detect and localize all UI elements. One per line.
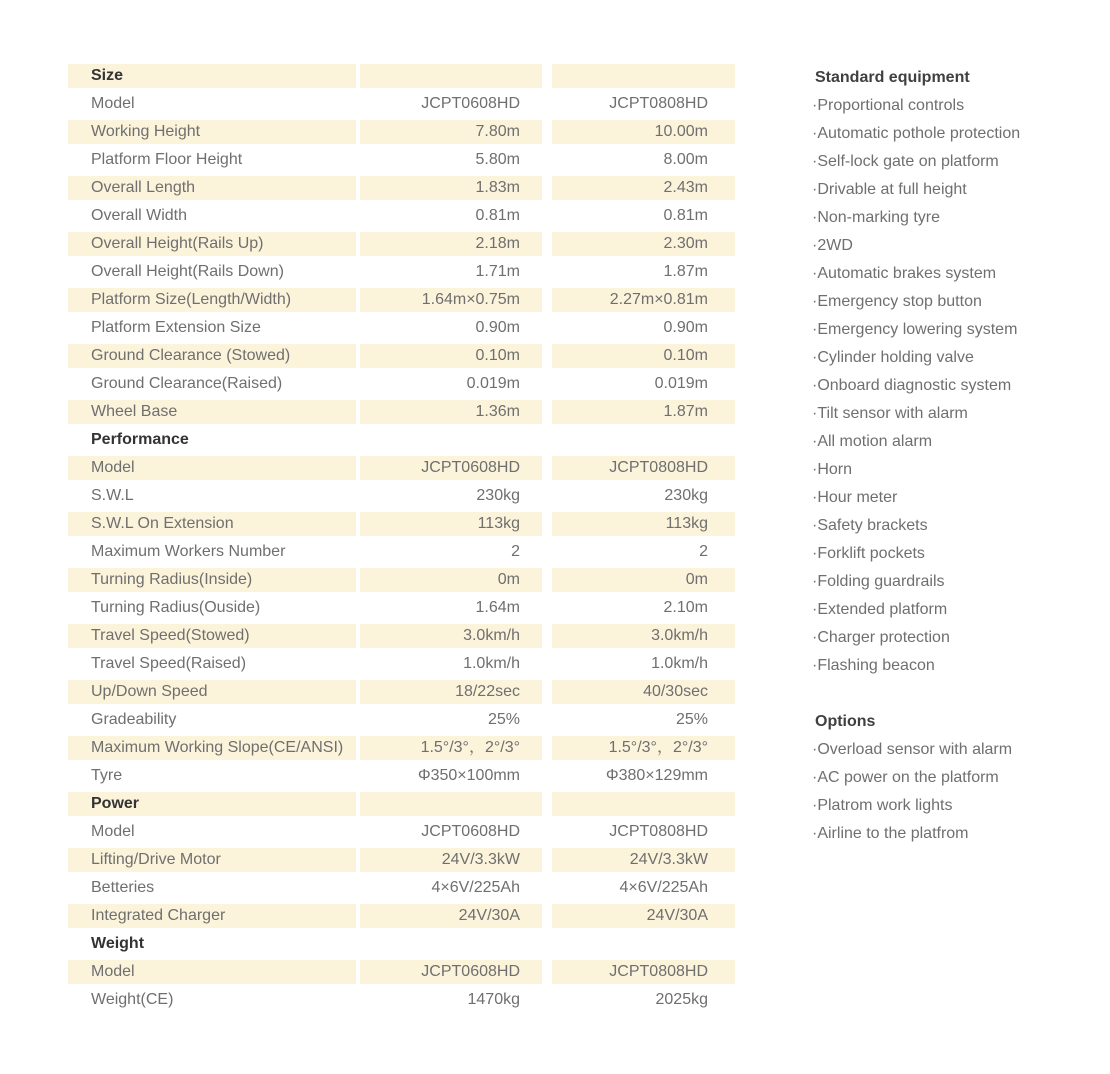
spec-row <box>68 596 735 624</box>
spec-row <box>68 708 735 736</box>
spec-row <box>68 484 735 512</box>
options-title: Options <box>815 713 876 730</box>
spec-value-model1: 230kg <box>360 484 542 508</box>
spec-value-model1: 1.64m×0.75m <box>360 288 542 312</box>
spec-label: Integrated Charger <box>68 904 356 928</box>
equipment-panel <box>812 64 1095 848</box>
standard-equipment-item: ·Safety brackets <box>812 517 928 534</box>
spec-row <box>68 316 735 344</box>
standard-equipment-item: ·Cylinder holding valve <box>812 349 974 366</box>
spec-row <box>68 204 735 232</box>
spec-row <box>68 652 735 680</box>
spec-label: Weight(CE) <box>68 988 356 1012</box>
spec-table <box>68 64 735 1016</box>
spec-label: Model <box>68 960 356 984</box>
spec-value-model2: 4×6V/225Ah <box>552 876 735 900</box>
spec-value-model1: 24V/30A <box>360 904 542 928</box>
spec-row <box>68 148 735 176</box>
spec-value-model1: 0.90m <box>360 316 542 340</box>
spec-row <box>68 960 735 988</box>
spec-value-model2: 1.87m <box>552 260 735 284</box>
spec-value-model1: 1.71m <box>360 260 542 284</box>
spec-label: Platform Size(Length/Width) <box>68 288 356 312</box>
spec-value-model2: 3.0km/h <box>552 624 735 648</box>
standard-equipment-item: ·Self-lock gate on platform <box>812 153 999 170</box>
spec-label: Up/Down Speed <box>68 680 356 704</box>
spec-value-model2: 2.43m <box>552 176 735 200</box>
spec-value-model1: 0.019m <box>360 372 542 396</box>
spec-label: Model <box>68 456 356 480</box>
spec-value-model1: 0.10m <box>360 344 542 368</box>
spec-row <box>68 400 735 428</box>
spec-value-model2: 10.00m <box>552 120 735 144</box>
spec-value-model1: 113kg <box>360 512 542 536</box>
standard-equipment-item: ·Proportional controls <box>812 97 965 114</box>
spec-label: Betteries <box>68 876 356 900</box>
spec-label: Overall Height(Rails Up) <box>68 232 356 256</box>
spec-value-model1: 24V/3.3kW <box>360 848 542 872</box>
standard-equipment-item: ·Folding guardrails <box>812 573 945 590</box>
spec-row <box>68 92 735 120</box>
spec-value-model2: 2025kg <box>552 988 735 1012</box>
spec-row <box>68 344 735 372</box>
option-item: ·Airline to the platfrom <box>812 825 969 842</box>
spec-row <box>68 372 735 400</box>
option-item: ·AC power on the platform <box>812 769 999 786</box>
spec-label: Overall Width <box>68 204 356 228</box>
spec-row <box>68 680 735 708</box>
spec-row <box>68 820 735 848</box>
spec-value-model1 <box>360 428 542 452</box>
spec-label: Model <box>68 820 356 844</box>
standard-equipment-item: ·Tilt sensor with alarm <box>812 405 968 422</box>
spec-value-model2: 24V/3.3kW <box>552 848 735 872</box>
spec-row <box>68 540 735 568</box>
spec-value-model1 <box>360 932 542 956</box>
spec-label: Overall Length <box>68 176 356 200</box>
spec-value-model1: JCPT0608HD <box>360 820 542 844</box>
spec-value-model1: 1.64m <box>360 596 542 620</box>
standard-equipment-item: ·Onboard diagnostic system <box>812 377 1012 394</box>
spec-row <box>68 876 735 904</box>
section-header-row <box>68 428 735 456</box>
standard-equipment-item: ·Automatic brakes system <box>812 265 997 282</box>
spec-row <box>68 988 735 1016</box>
options-list <box>812 736 1095 848</box>
standard-equipment-item: ·Emergency lowering system <box>812 321 1018 338</box>
spec-value-model2: 1.87m <box>552 400 735 424</box>
standard-equipment-item: ·Extended platform <box>812 601 948 618</box>
spec-value-model2: 24V/30A <box>552 904 735 928</box>
standard-equipment-item: ·2WD <box>812 237 853 254</box>
standard-equipment-item: ·Charger protection <box>812 629 950 646</box>
spec-row <box>68 512 735 540</box>
spec-value-model2: 0.90m <box>552 316 735 340</box>
spec-value-model2: 2.27m×0.81m <box>552 288 735 312</box>
spec-value-model2: 113kg <box>552 512 735 536</box>
spec-value-model2: JCPT0808HD <box>552 92 735 116</box>
section-header-row <box>68 792 735 820</box>
spec-value-model2 <box>552 932 735 956</box>
standard-equipment-title: Standard equipment <box>815 69 970 86</box>
section-title: Performance <box>68 428 356 452</box>
spec-label: Tyre <box>68 764 356 788</box>
option-item: ·Platrom work lights <box>812 797 953 814</box>
spec-label: Maximum Workers Number <box>68 540 356 564</box>
spec-value-model1: 1.0km/h <box>360 652 542 676</box>
section-title: Power <box>68 792 356 816</box>
spec-row <box>68 456 735 484</box>
standard-equipment-item: ·Forklift pockets <box>812 545 925 562</box>
spec-value-model1: JCPT0608HD <box>360 92 542 116</box>
spec-value-model1 <box>360 792 542 816</box>
spec-value-model2: 8.00m <box>552 148 735 172</box>
spec-value-model2: 2.30m <box>552 232 735 256</box>
spec-value-model1: 1.83m <box>360 176 542 200</box>
spec-value-model1: 5.80m <box>360 148 542 172</box>
spec-row <box>68 176 735 204</box>
spec-label: Platform Floor Height <box>68 148 356 172</box>
spec-value-model2: Φ380×129mm <box>552 764 735 788</box>
spec-label: Gradeability <box>68 708 356 732</box>
spec-value-model1: 4×6V/225Ah <box>360 876 542 900</box>
spec-label: Wheel Base <box>68 400 356 424</box>
spec-label: Model <box>68 92 356 116</box>
spec-value-model1: 3.0km/h <box>360 624 542 648</box>
standard-equipment-item: ·All motion alarm <box>812 433 933 450</box>
spec-value-model1: Φ350×100mm <box>360 764 542 788</box>
spec-value-model1: JCPT0608HD <box>360 456 542 480</box>
spec-value-model2: 0.81m <box>552 204 735 228</box>
spec-value-model2: 2.10m <box>552 596 735 620</box>
spec-label: Lifting/Drive Motor <box>68 848 356 872</box>
standard-equipment-item: ·Flashing beacon <box>812 657 935 674</box>
spec-label: Maximum Working Slope(CE/ANSI) <box>68 736 356 760</box>
spec-value-model2: JCPT0808HD <box>552 456 735 480</box>
spec-value-model2: 1.0km/h <box>552 652 735 676</box>
spec-value-model1: 7.80m <box>360 120 542 144</box>
spec-label: Travel Speed(Stowed) <box>68 624 356 648</box>
spec-label: Platform Extension Size <box>68 316 356 340</box>
spec-value-model2: 40/30sec <box>552 680 735 704</box>
spec-value-model1 <box>360 64 542 88</box>
spec-value-model2: 0.10m <box>552 344 735 368</box>
spec-label: Overall Height(Rails Down) <box>68 260 356 284</box>
spec-value-model2: 1.5°/3°，2°/3° <box>552 736 735 760</box>
standard-equipment-group <box>812 64 1095 680</box>
spec-label: Turning Radius(Ouside) <box>68 596 356 620</box>
spec-value-model1: 1470kg <box>360 988 542 1012</box>
spec-label: Travel Speed(Raised) <box>68 652 356 676</box>
spec-value-model2: 25% <box>552 708 735 732</box>
spec-value-model2: 0m <box>552 568 735 592</box>
option-item: ·Overload sensor with alarm <box>812 741 1013 758</box>
spec-value-model2: 230kg <box>552 484 735 508</box>
spec-label: Ground Clearance(Raised) <box>68 372 356 396</box>
standard-equipment-item: ·Drivable at full height <box>812 181 967 198</box>
section-title: Size <box>68 64 356 88</box>
spec-value-model1: 0.81m <box>360 204 542 228</box>
spec-value-model2: 2 <box>552 540 735 564</box>
spec-row <box>68 764 735 792</box>
spec-value-model1: 18/22sec <box>360 680 542 704</box>
standard-equipment-list <box>812 92 1095 680</box>
spec-row <box>68 120 735 148</box>
spec-value-model1: 0m <box>360 568 542 592</box>
spec-row <box>68 568 735 596</box>
spec-value-model1: 2.18m <box>360 232 542 256</box>
spec-label: S.W.L On Extension <box>68 512 356 536</box>
standard-equipment-item: ·Automatic pothole protection <box>812 125 1021 142</box>
spec-row <box>68 232 735 260</box>
section-header-row <box>68 932 735 960</box>
spec-row <box>68 624 735 652</box>
spec-value-model1: 2 <box>360 540 542 564</box>
spec-value-model2 <box>552 792 735 816</box>
spec-value-model2: JCPT0808HD <box>552 960 735 984</box>
spec-value-model2: 0.019m <box>552 372 735 396</box>
standard-equipment-item: ·Emergency stop button <box>812 293 982 310</box>
section-title: Weight <box>68 932 356 956</box>
spec-value-model2: JCPT0808HD <box>552 820 735 844</box>
spec-row <box>68 904 735 932</box>
standard-equipment-item: ·Non-marking tyre <box>812 209 941 226</box>
spec-row <box>68 260 735 288</box>
spec-value-model1: 1.36m <box>360 400 542 424</box>
spec-row <box>68 736 735 764</box>
spec-row <box>68 848 735 876</box>
spec-value-model2 <box>552 64 735 88</box>
spec-label: Working Height <box>68 120 356 144</box>
options-group <box>812 708 1095 848</box>
spec-label: Turning Radius(Inside) <box>68 568 356 592</box>
spec-label: S.W.L <box>68 484 356 508</box>
section-header-row <box>68 64 735 92</box>
spec-label: Ground Clearance (Stowed) <box>68 344 356 368</box>
spec-value-model1: JCPT0608HD <box>360 960 542 984</box>
standard-equipment-item: ·Hour meter <box>812 489 898 506</box>
spec-value-model1: 1.5°/3°，2°/3° <box>360 736 542 760</box>
spec-row <box>68 288 735 316</box>
standard-equipment-item: ·Horn <box>812 461 853 478</box>
spec-value-model2 <box>552 428 735 452</box>
spec-value-model1: 25% <box>360 708 542 732</box>
